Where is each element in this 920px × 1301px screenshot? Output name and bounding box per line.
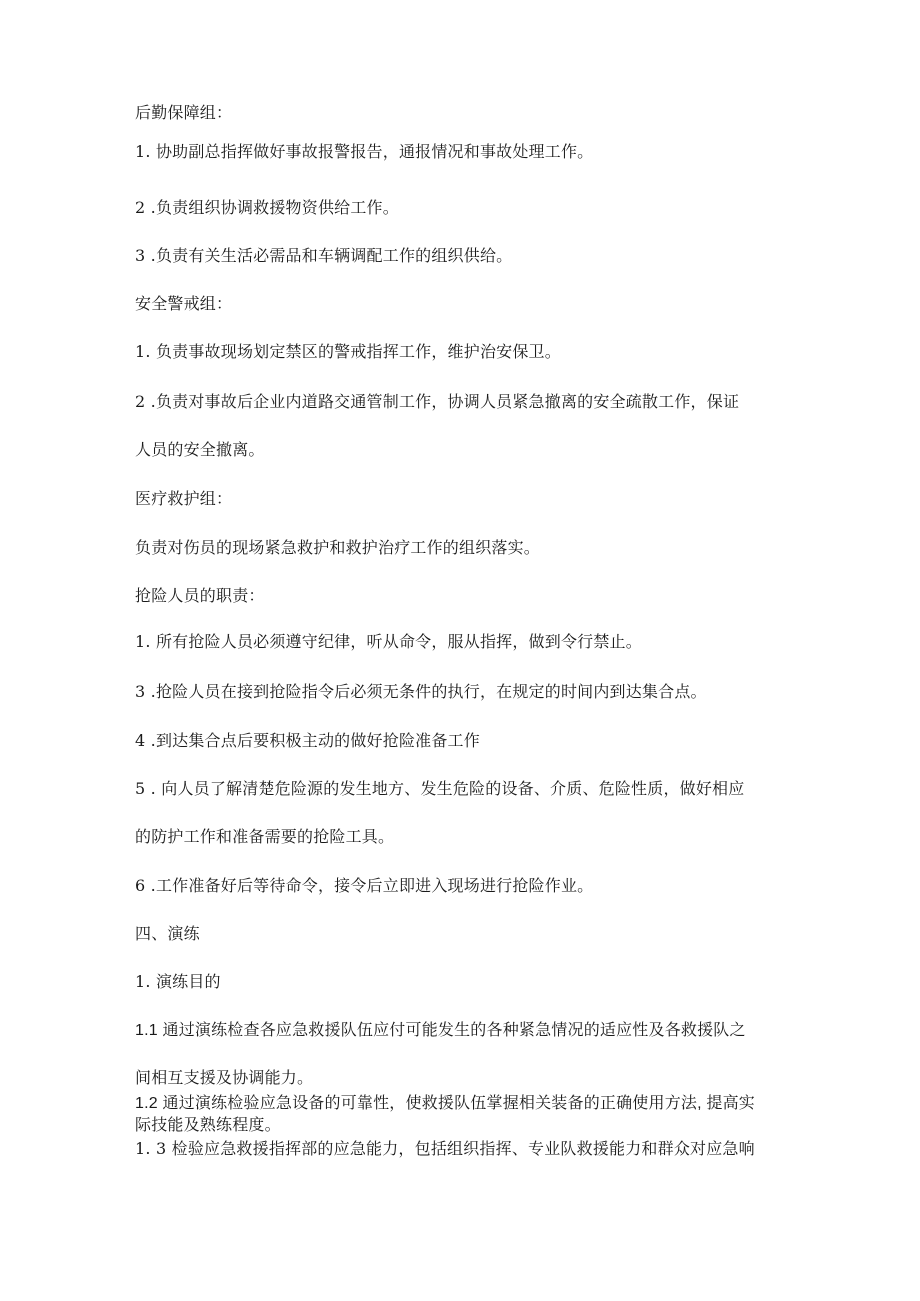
text-line: 2 .负责对事故后企业内道路交通管制工作，协调人员紧急撤离的安全疏散工作，保证 xyxy=(135,392,740,411)
heading-section-four: 四、演练 xyxy=(135,924,200,943)
text-line: 6 .工作准备好后等待命令，接令后立即进入现场进行抢险作业。 xyxy=(135,876,594,895)
text-line: 的防护工作和准备需要的抢险工具。 xyxy=(135,827,395,846)
heading-rescue-duties: 抢险人员的职责： xyxy=(135,586,265,605)
text-line: 3 .负责有关生活必需品和车辆调配工作的组织供给。 xyxy=(135,246,513,265)
text-line: 际技能及熟练程度。 xyxy=(135,1117,281,1134)
heading-security-group: 安全警戒组： xyxy=(135,294,233,313)
text-line: 4 .到达集合点后要积极主动的做好抢险准备工作 xyxy=(135,731,480,750)
text-line: 5 . 向人员了解清楚危险源的发生地方、发生危险的设备、介质、危险性质，做好相应 xyxy=(135,779,745,798)
heading-logistics-group: 后勤保障组： xyxy=(135,103,233,122)
text-line: 2 .负责组织协调救援物资供给工作。 xyxy=(135,198,399,217)
text-line: 1. 3 检验应急救援指挥部的应急能力，包括组织指挥、专业队救援能力和群众对应急响 xyxy=(135,1139,755,1158)
text-line: 1. 负责事故现场划定禁区的警戒指挥工作，维护治安保卫。 xyxy=(135,342,561,361)
text-line: 3 .抢险人员在接到抢险指令后必须无条件的执行，在规定的时间内到达集合点。 xyxy=(135,682,707,701)
text-line: 1.2 通过演练检验应急设备的可靠性，使救援队伍掌握相关装备的正确使用方法, 提高实 xyxy=(135,1095,755,1112)
text-line: 间相互支援及协调能力。 xyxy=(135,1070,314,1087)
heading-drill-purpose: 1. 演练目的 xyxy=(135,972,221,991)
text-line: 人员的安全撤离。 xyxy=(135,440,265,459)
text-line: 1. 协助副总指挥做好事故报警报告，通报情况和事故处理工作。 xyxy=(135,142,594,161)
heading-medical-group: 医疗救护组： xyxy=(135,489,233,508)
text-line: 1.1 通过演练检查各应急救援队伍应付可能发生的各种紧急情况的适应性及各救援队之 xyxy=(135,1022,746,1039)
text-line: 负责对伤员的现场紧急救护和救护治疗工作的组织落实。 xyxy=(135,538,541,557)
text-line: 1. 所有抢险人员必须遵守纪律，听从命令，服从指挥，做到令行禁止。 xyxy=(135,632,642,651)
